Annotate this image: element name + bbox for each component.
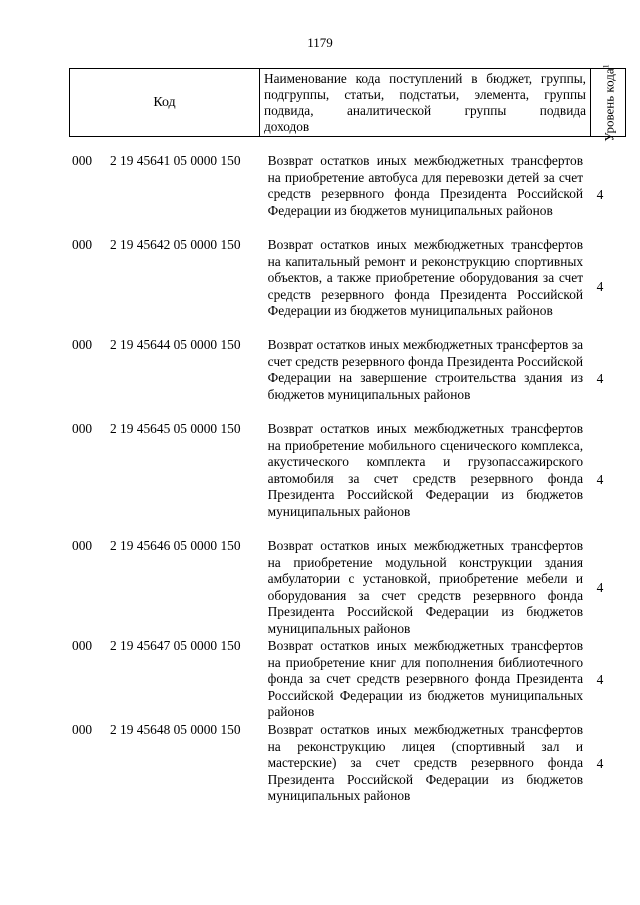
table-row <box>72 722 617 806</box>
table-body <box>72 153 617 806</box>
row-name: Возврат остатков иных межбюджетных трансфертов на капитальный ремонт и реконструкцию спортивных объектов, а также приобретение оборудования за счет средств резервного фонда Президента Российской Федерации из бюджетов муниципальных районов <box>267 237 584 319</box>
row-admin-code: 000 <box>72 538 93 553</box>
header-level-cell <box>591 63 626 142</box>
header-name-text-last: доходов <box>264 118 310 134</box>
row-name: Возврат остатков иных межбюджетных трансфертов на реконструкцию лицея (спортивный зал и мастерские) за счет средств резервного фонда Президента Российской Федерации из бюджетов муниципальных районов <box>267 722 584 804</box>
header-level-label: Уровень кода <box>601 67 617 142</box>
header-code-cell: Код <box>70 69 260 137</box>
row-level: 4 <box>596 187 604 202</box>
row-level: 4 <box>596 371 604 386</box>
row-name: Возврат остатков иных межбюджетных трансфертов на приобретение модульной конструкции здания амбулатории с установкой, приобретение мебели и оборудования за счет средств резервного фонда Президента Российской Федерации из бюджетов муниципальных районов <box>267 538 584 636</box>
row-budget-code: 2 19 45645 05 0000 150 <box>110 421 241 436</box>
row-code <box>72 421 268 538</box>
table-row <box>72 237 617 337</box>
row-budget-code: 2 19 45642 05 0000 150 <box>110 237 241 252</box>
table-row <box>72 538 617 638</box>
row-name: Возврат остатков иных межбюджетных трансфертов на приобретение книг для пополнения библиотечного фонда за счет средств резервного фонда Президента Российской Федерации из бюджетов муниципальных районов <box>267 638 584 720</box>
row-code <box>72 337 268 421</box>
header-name-text: Наименование кода поступлений в бюджет, группы, подгруппы, статьи, подстатьи, элемента, группы подвида, аналитической группы подвида <box>264 70 586 118</box>
row-level: 4 <box>596 471 604 487</box>
row-name: Возврат остатков иных межбюджетных трансфертов на приобретение автобуса для перевозки детей за счет средств резервного фонда Президента Российской Федерации из бюджетов муниципальных районов <box>267 153 584 218</box>
table-header <box>69 63 626 142</box>
header-level-footnote: 1 <box>601 63 611 68</box>
row-name: Возврат остатков иных межбюджетных трансфертов за счет средств резервного фонда Президента Российской Федерации на завершение строительства здания из бюджетов муниципальных районов <box>267 337 584 402</box>
row-code <box>72 722 268 806</box>
row-admin-code: 000 <box>72 638 93 653</box>
row-code <box>72 153 268 237</box>
table-row <box>72 421 617 538</box>
row-budget-code: 2 19 45648 05 0000 150 <box>110 722 241 737</box>
row-name: Возврат остатков иных межбюджетных трансфертов на приобретение мобильного сценического комплекса, акустического комплекта и грузопассажирского автомобиля за счет средств резервного фонда Президента Российской Федерации из бюджетов муниципальных районов <box>267 421 584 519</box>
page-number: 1179 <box>307 35 333 50</box>
row-budget-code: 2 19 45647 05 0000 150 <box>110 638 241 653</box>
header-name-cell <box>260 69 591 137</box>
row-level: 4 <box>596 756 604 771</box>
row-level: 4 <box>596 672 604 687</box>
table-row <box>72 153 617 237</box>
row-admin-code: 000 <box>72 153 93 168</box>
row-level: 4 <box>596 279 604 294</box>
row-level: 4 <box>596 580 604 595</box>
row-budget-code: 2 19 45644 05 0000 150 <box>110 337 241 352</box>
table-row <box>72 638 617 722</box>
row-admin-code: 000 <box>72 722 93 737</box>
row-budget-code: 2 19 45646 05 0000 150 <box>110 538 241 553</box>
row-admin-code: 000 <box>72 421 93 436</box>
row-code <box>72 237 268 337</box>
row-code <box>72 538 268 638</box>
table-row <box>72 337 617 421</box>
row-admin-code: 000 <box>72 237 93 252</box>
header-level-text <box>599 64 616 141</box>
row-budget-code: 2 19 45641 05 0000 150 <box>110 153 241 168</box>
row-admin-code: 000 <box>72 337 93 352</box>
row-code <box>72 638 268 722</box>
